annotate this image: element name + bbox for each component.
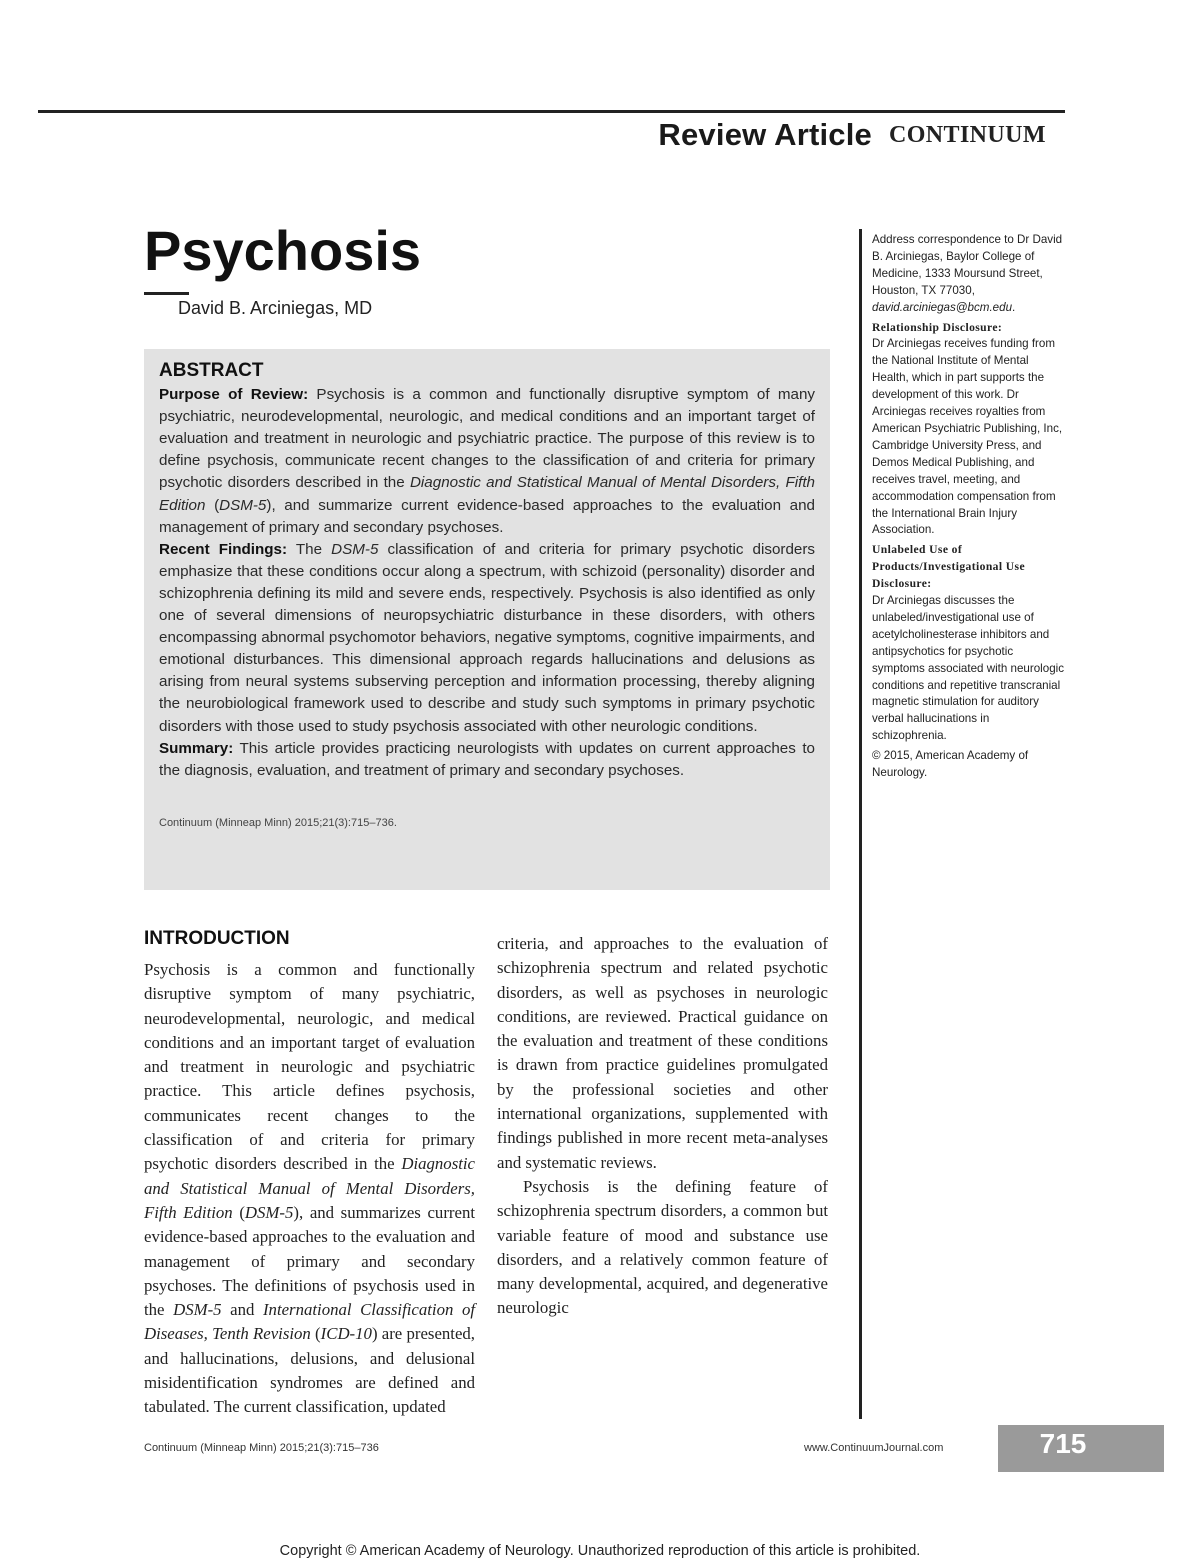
intro-text: well (585, 982, 625, 1002)
intro-text: by (497, 1079, 514, 1099)
intro-text: with (788, 1104, 829, 1124)
abstract-heading: ABSTRACT (159, 360, 264, 381)
intro-text: as (624, 982, 648, 1002)
intro-text: schizophrenia (497, 958, 591, 978)
sidebar-rule (859, 229, 862, 1419)
intro-text: supplemented (685, 1104, 789, 1124)
copyright-notice: Copyright © American Academy of Neurology. Unauthorized reproduction of this article is prohibited. (279, 1543, 921, 1559)
icd-abbrev: ICD-10 (320, 1324, 372, 1344)
intro-text: and (497, 1152, 522, 1172)
intro-text: recent (681, 1128, 728, 1148)
intro-text: these (712, 1031, 753, 1051)
intro-text: in (622, 1128, 642, 1148)
intro-text: ( (232, 1202, 245, 1222)
intro-text: from (557, 1055, 599, 1075)
intro-text: the (513, 1079, 554, 1099)
journal-url-link[interactable]: www.ContinuumJournal.com (804, 1442, 944, 1454)
intro-text: reviewed. (598, 1006, 672, 1026)
intro-text: criteria, (497, 934, 549, 953)
intro-text: and (662, 958, 697, 978)
intro-text: meta-analyses (727, 1128, 829, 1148)
intro-text: findings (497, 1128, 553, 1148)
relationship-disclosure-label: Relationship Disclosure: (872, 320, 1003, 334)
intro-text: organizations, (581, 1104, 686, 1124)
journal-logo: CONTINUUM (889, 122, 1046, 148)
footer-citation: Continuum (Minneap Minn) 2015;21(3):715–736 (144, 1442, 379, 1454)
intro-text: are (571, 1006, 599, 1026)
intro-text: Practical (671, 1006, 737, 1026)
dsm-abbrev: DSM-5 (331, 540, 379, 558)
header-rule (38, 110, 1065, 113)
abstract-purpose (159, 384, 815, 539)
intro-text: guidance (736, 1006, 805, 1026)
intro-text: professional (553, 1079, 655, 1099)
intro-text: the (497, 1031, 518, 1051)
intro-text: on (804, 1006, 829, 1026)
purpose-label: Purpose of Review: (159, 386, 309, 404)
intro-text: and (593, 1031, 624, 1051)
intro-text: the (692, 934, 724, 953)
intro-text: ( (310, 1324, 321, 1344)
page-number: 715 (1039, 1428, 1087, 1459)
intro-text: approaches (583, 934, 670, 953)
intro-text: of (692, 1031, 713, 1051)
purpose-text: Psychosis is a common and functionally disruptive symptom of many psychiatric, neurodevelopmental, neurologic, and medical conditions and an important target of evaluation and treatment in neurologic and psychiatric practice. The purpose of this review is to define psychosis, communicate recent changes to the classification of and criteria for primary psychotic disorders described in the (159, 386, 815, 492)
intro-text: neurologic (746, 982, 828, 1002)
dsm-abbrev: DSM-5 (219, 496, 267, 514)
intro-text: treatment (623, 1031, 693, 1051)
abstract-findings (159, 539, 815, 738)
intro-text: is (497, 1055, 509, 1075)
intro-text: more (641, 1128, 682, 1148)
intro-text: ) are presented, and hallucinations, delusions, and delusional misidentification syndromes are defined and tabulated. The current classification, updated (144, 1324, 475, 1417)
findings-text: The (287, 540, 332, 558)
intro-text: to (669, 934, 693, 953)
column-flow (497, 934, 828, 1172)
dsm-abbrev: DSM-5 (244, 1202, 294, 1222)
article-title: Psychosis (144, 219, 422, 282)
summary-text: This article provides practicing neurologists with updates on current approaches to the diagnosis, evaluation, and treatment of primary and secondary psychoses. (159, 739, 815, 779)
intro-text: of (803, 934, 828, 953)
intro-text: evaluation (723, 934, 804, 953)
sidebar-notes (872, 232, 1067, 785)
unlabeled-use-disclosure (872, 542, 1067, 745)
purpose-text: ), and summarize current evidence-based approaches to the evaluation and management of primary and secondary psychoses. (159, 496, 815, 536)
intro-text: other (774, 1079, 828, 1099)
relationship-disclosure-text: Dr Arciniegas receives funding from the National Institute of Mental Health, which in part supports the development of this work. Dr Arciniegas receives royalties from American Psychiatric Publishing, Inc, Cambridge University Press, and Demos Medical Publishing, and receives travel, meeting, and accommodation compensation from the International Brain Injury Association. (872, 337, 1063, 537)
author-email: david.arciniegas@bcm.edu (872, 300, 1013, 314)
body-column-left (144, 958, 475, 1420)
introduction-heading: INTRODUCTION (144, 928, 290, 949)
dsm-title: Diagnostic and Statistical Manual of Mental Disorders, Fifth Edition (159, 474, 815, 514)
abstract-citation: Continuum (Minneap Minn) 2015;21(3):715–736. (159, 816, 397, 829)
intro-text: promulgated (735, 1055, 828, 1075)
dsm-abbrev: DSM-5 (173, 1300, 222, 1320)
relationship-disclosure (872, 320, 1067, 540)
correspondence-address (872, 232, 1067, 317)
intro-text: and (548, 934, 584, 953)
dsm-title: Diagnostic and Statistical Manual of Mental Disorders, Fifth Edition (144, 1154, 475, 1222)
address-end: . (1012, 300, 1016, 314)
intro-text: guidelines (658, 1055, 736, 1075)
intro-text: Psychosis is a common and functionally disruptive symptom of many psychiatric, neurodevelopmental, neurologic, and medical conditions and an important target of evaluation and treatment in neurologic and psychiatric practice. This article defines psychosis, communicates recent changes to the classification of and criteria for primary psychotic disorders described in the (144, 960, 475, 1174)
intro-text: reviews. (596, 1152, 657, 1172)
intro-text: practice (598, 1055, 659, 1075)
intro-text: evaluation (517, 1031, 594, 1051)
author-name: David B. Arciniegas, MD (178, 298, 373, 318)
intro-text: international (497, 1104, 582, 1124)
intro-text: societies (654, 1079, 732, 1099)
intro-text: drawn (508, 1055, 558, 1075)
findings-text: classification of and criteria for primary psychotic disorders emphasize that these conditions occur along a spectrum, with schizoid (personality) disorder and schizophrenia defining its mild and severe ends, respectively. Psychosis is also identified as only one of several dimensions of neuropsychiatric disturbance in these disorders, with others encompassing abnormal psychomotor behaviors, negative symptoms, cognitive impairments, and emotional disturbances. This dimensional approach regards hallucinations and delusions as arising from neural systems subserving perception and information processing, thereby aligning the neurobiological framework used to describe and study such symptoms in primary psychotic disorders with those used to study psychosis associated with other neurologic conditions. (159, 540, 815, 735)
article-type-label: Review Article (658, 117, 872, 152)
abstract-content (159, 360, 815, 834)
intro-text: spectrum (590, 958, 663, 978)
intro-text: and (221, 1300, 263, 1320)
intro-text: psychoses (647, 982, 725, 1002)
abstract-summary (159, 738, 815, 782)
intro-text: disorders, (497, 982, 563, 1002)
intro-text: and (731, 1079, 775, 1099)
intro-text: conditions (752, 1031, 828, 1051)
intro-paragraph-2: Psychosis is the defining feature of schizophrenia spectrum disorders, a common but variable feature of mood and substance use disorders, and a relatively common feature of many developmental, acquired, and degenerative neurologic (497, 1176, 828, 1318)
icd-title: International Classification of Diseases, Tenth Revision (144, 1300, 475, 1344)
unlabeled-use-text: Dr Arciniegas discusses the unlabeled/investigational use of acetylcholinesterase inhibitors and antipsychotics for psychotic symptoms associated with neurologic conditions and repetitive transcranial magnetic stimulation for auditory verbal hallucinations in schizophrenia. (872, 594, 1065, 743)
intro-text: published (552, 1128, 623, 1148)
intro-text: psychotic (753, 958, 828, 978)
title-underline (144, 292, 189, 295)
purpose-text: ( (205, 496, 220, 514)
summary-label: Summary: (159, 739, 234, 757)
intro-text: systematic (521, 1152, 597, 1172)
intro-text: ), and summarizes current evidence-based approaches to the evaluation and management of primary and secondary psychoses. The definitions of psychosis used in the (144, 1202, 475, 1320)
body-column-right (497, 932, 828, 1321)
sidebar-copyright: © 2015, American Academy of Neurology. (872, 749, 1029, 780)
address-text: Address correspondence to Dr David B. Arciniegas, Baylor College of Medicine, 1333 Moursund Street, Houston, TX 77030, (872, 233, 1063, 297)
intro-text: related (696, 958, 754, 978)
intro-text: in (724, 982, 747, 1002)
intro-text: conditions, (497, 1006, 572, 1026)
findings-label: Recent Findings: (159, 540, 288, 558)
unlabeled-use-label: Unlabeled Use of Products/Investigational Use Disclosure: (872, 543, 1026, 591)
intro-text: as (562, 982, 586, 1002)
